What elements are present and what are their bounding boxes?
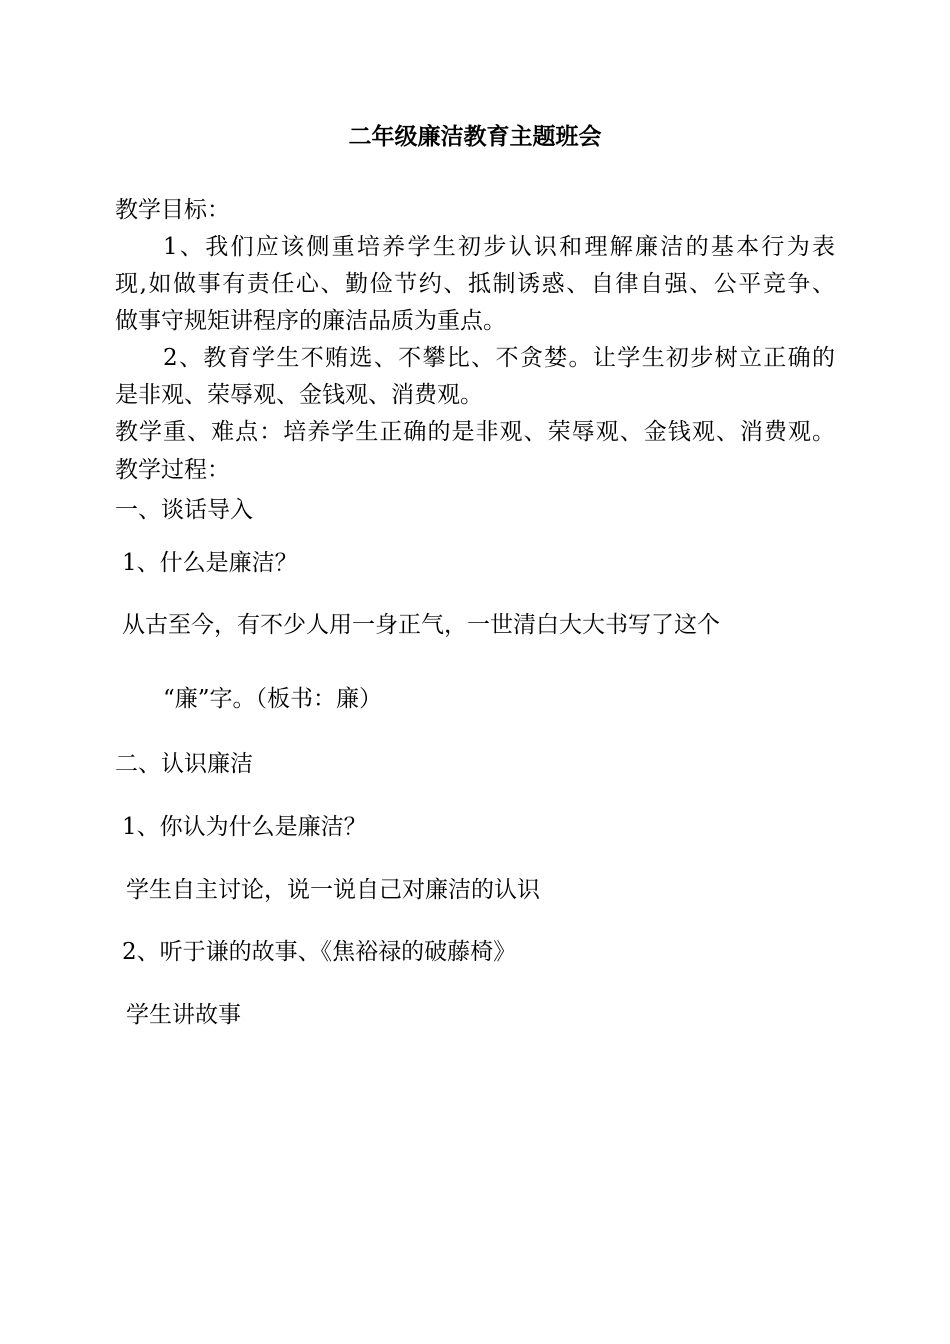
objective-2-line-2: 是非观、荣辱观、金钱观、消费观。 (115, 382, 483, 408)
objective-1-line-1: 1、我们应该侧重培养学生初步认识和理解廉洁的基本行为表 (163, 234, 835, 260)
section-2-question-2: 2、听于谦的故事、《焦裕禄的破藤椅》 (122, 939, 517, 965)
objective-2-line-1: 2、教育学生不贿选、不攀比、不贪婪。让学生初步树立正确的 (163, 345, 835, 371)
section-2-question-2-text: 学生讲故事 (126, 1002, 241, 1028)
section-1-text-line-1: 从古至今，有不少人用一身正气，一世清白大大书写了这个 (122, 612, 720, 638)
section-1-text-line-2: “廉”字。（板书：廉） (163, 686, 383, 712)
section-2-heading: 二、认识廉洁 (115, 751, 253, 777)
section-2-question-1-text: 学生自主讨论，说一说自己对廉洁的认识 (126, 877, 540, 903)
objective-1-line-2: 现,如做事有责任心、勤俭节约、抵制诱惑、自律自强、公平竞争、 (115, 271, 835, 297)
objective-1-line-3: 做事守规矩讲程序的廉洁品质为重点。 (115, 308, 506, 334)
section-1-question-1: 1、什么是廉洁？ (122, 550, 298, 576)
process-heading: 教学过程： (115, 457, 230, 483)
document-title: 二年级廉洁教育主题班会 (348, 123, 602, 150)
section-1-heading: 一、谈话导入 (115, 497, 253, 523)
section-2-question-1: 1、你认为什么是廉洁？ (122, 814, 367, 840)
key-points: 教学重、难点：培养学生正确的是非观、荣辱观、金钱观、消费观。 (115, 419, 835, 445)
objectives-heading: 教学目标： (115, 197, 230, 223)
